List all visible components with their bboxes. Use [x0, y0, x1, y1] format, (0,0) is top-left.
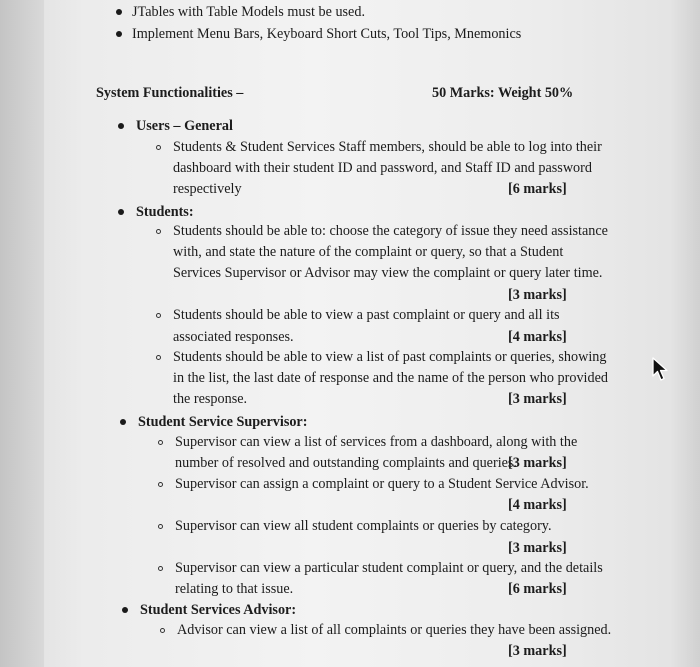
list-item-line: relating to that issue. — [175, 581, 294, 597]
section-marks: 50 Marks: Weight 50% — [432, 85, 574, 101]
list-item-line: Supervisor can view a particular student complaint or query, and the details — [175, 560, 603, 576]
sub-bullet-icon — [160, 628, 165, 633]
bullet-icon — [118, 209, 124, 215]
sub-bullet-icon — [156, 229, 161, 234]
sub-bullet-icon — [156, 145, 161, 150]
bullet-icon — [120, 419, 126, 425]
list-item-line: in the list, the last date of response and the name of the person who provided — [173, 370, 608, 386]
sub-bullet-icon — [156, 355, 161, 360]
list-item-line: Students should be able to view a past complaint or query and all its — [173, 307, 560, 323]
list-item-line: number of resolved and outstanding complaints and queries. — [175, 455, 517, 471]
bullet-icon — [122, 607, 128, 613]
list-item-line: Supervisor can view a list of services from a dashboard, along with the — [175, 434, 578, 450]
sub-bullet-icon — [158, 482, 163, 487]
marks-label: [4 marks] — [508, 497, 567, 513]
bullet-icon — [118, 123, 124, 129]
list-item-line: the response. — [173, 391, 248, 407]
marks-label: [3 marks] — [508, 643, 567, 659]
mouse-pointer-icon — [651, 356, 669, 382]
list-item-line: Supervisor can assign a complaint or query to a Student Service Advisor. — [175, 476, 589, 492]
section-title: System Functionalities – — [96, 85, 244, 101]
marks-label: [3 marks] — [508, 287, 567, 303]
marks-label: [3 marks] — [508, 455, 567, 471]
list-item-line: Supervisor can view all student complaints or queries by category. — [175, 518, 552, 534]
marks-label: [6 marks] — [508, 181, 567, 197]
list-item-line: Students & Student Services Staff members, should be able to log into their — [173, 139, 602, 155]
page-shadow-right — [670, 0, 700, 667]
sub-bullet-icon — [158, 440, 163, 445]
list-item-line: Services Supervisor or Advisor may view the complaint or query later time. — [173, 265, 603, 281]
advisor-heading: Student Services Advisor: — [140, 602, 297, 618]
bullet-icon — [116, 9, 122, 15]
intro-bullet: Implement Menu Bars, Keyboard Short Cuts, Tool Tips, Mnemonics — [132, 26, 522, 42]
list-item-line: Students should be able to view a list of past complaints or queries, showing — [173, 349, 607, 365]
sub-bullet-icon — [156, 313, 161, 318]
list-item-line: respectively — [173, 181, 242, 197]
supervisor-heading: Student Service Supervisor: — [138, 414, 308, 430]
intro-bullet: JTables with Table Models must be used. — [132, 4, 365, 20]
list-item-line: associated responses. — [173, 329, 294, 345]
bullet-icon — [116, 31, 122, 37]
list-item-line: Advisor can view a list of all complaints or queries they have been assigned. — [177, 622, 612, 638]
sub-bullet-icon — [158, 566, 163, 571]
marks-label: [3 marks] — [508, 540, 567, 556]
list-item-line: dashboard with their student ID and password, and Staff ID and password — [173, 160, 592, 176]
marks-label: [6 marks] — [508, 581, 567, 597]
list-item-line: Students should be able to: choose the category of issue they need assistance — [173, 223, 608, 239]
students-heading: Students: — [136, 204, 194, 220]
users-heading: Users – General — [136, 118, 233, 134]
marks-label: [4 marks] — [508, 329, 567, 345]
sub-bullet-icon — [158, 524, 163, 529]
page-shadow — [0, 0, 44, 667]
list-item-line: with, and state the nature of the complaint or query, so that a Student — [173, 244, 564, 260]
marks-label: [3 marks] — [508, 391, 567, 407]
